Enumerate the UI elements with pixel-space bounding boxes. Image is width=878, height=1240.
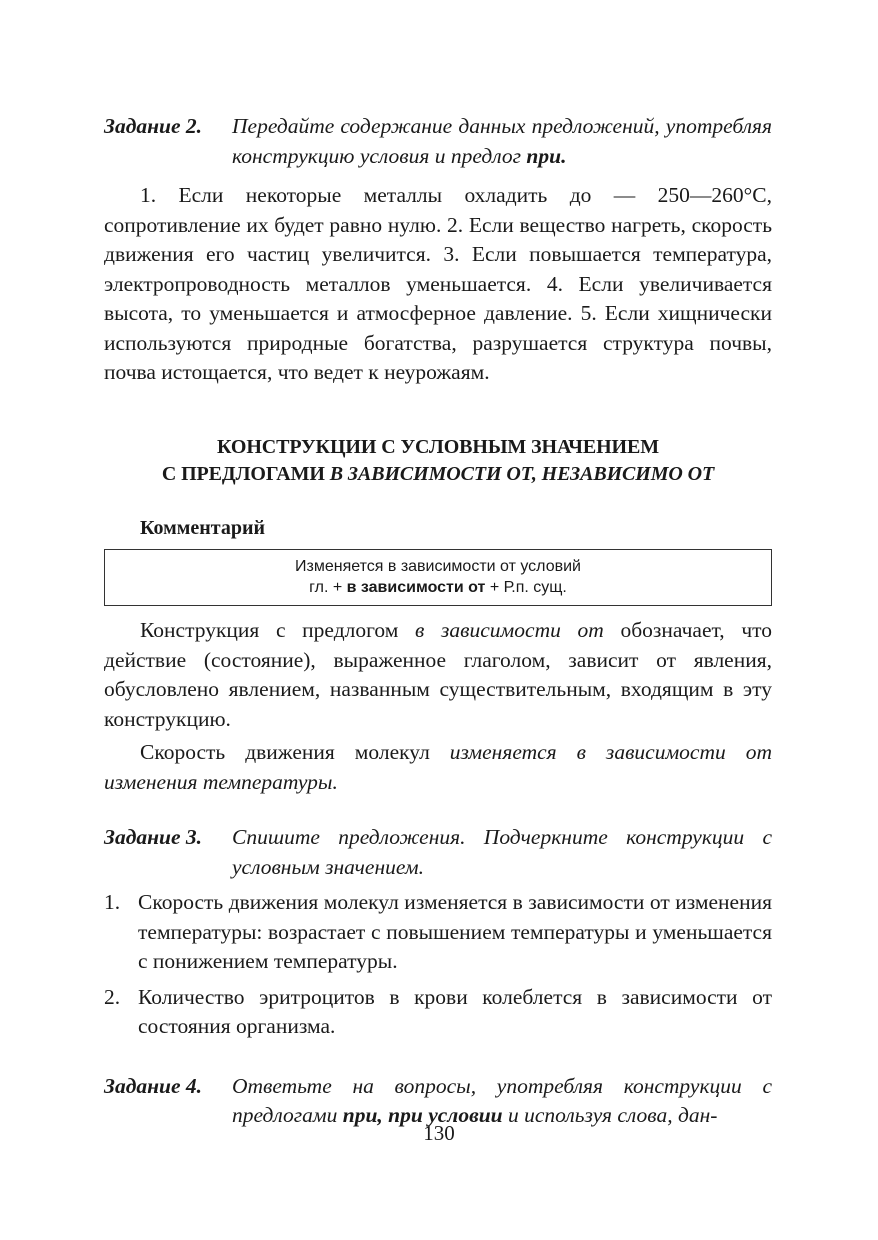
task-4-label: Задание 4. (104, 1073, 203, 1098)
task-2-text (232, 112, 772, 171)
rule-box-line-2-b: в зависимости от (346, 579, 486, 596)
list-item (104, 888, 772, 977)
task-2-text-a: Передайте содержание данных предложений, употребляя конструкцию условия и предлог (232, 114, 772, 168)
paragraph-2-b: в зависимости от (415, 618, 604, 642)
rule-box-line-2 (105, 577, 771, 598)
list-item (104, 983, 772, 1042)
task-2 (104, 112, 772, 171)
rule-box-line-2-c: + Р.п. сущ. (485, 579, 567, 596)
list-item-text: Количество эритроцитов в крови колеблется в зависимости от состояния организма. (138, 984, 772, 1038)
rule-box-line-1: Изменяется в зависимости от условий (295, 558, 581, 575)
paragraph-3-a: Скорость движения молекул (140, 740, 450, 764)
section-heading-line-2-b: В ЗАВИСИМОСТИ ОТ, НЕЗАВИСИМО ОТ (329, 462, 715, 485)
section-heading-line-1: КОНСТРУКЦИИ С УСЛОВНЫМ ЗНАЧЕНИЕМ (216, 435, 660, 458)
list-item-text: Скорость движения молекул изменяется в зависимости от изменения температуры: возрастает с повышением температуры и уменьшается с понижением температуры. (138, 890, 772, 973)
section-heading-line-2 (104, 461, 772, 488)
paragraph-2-c: обозначает, что действие (состояние), выраженное глаголом, зависит от явления, обусловлено явлением, названным существительным, входящим в эту конструкцию. (104, 618, 772, 731)
task-2-label: Задание 2. (104, 114, 203, 138)
paragraph-3 (104, 738, 772, 797)
task-4-text-c: и используя слова, дан- (502, 1103, 718, 1127)
task-4-text-b: при, при условии (342, 1103, 503, 1127)
list-item-number: 1. (104, 890, 121, 914)
section-heading (104, 434, 772, 488)
paragraph-2 (104, 616, 772, 734)
task-2-text-b: при. (526, 143, 567, 168)
task-3-label: Задание 3. (104, 825, 203, 849)
section-heading-line-2-a: С ПРЕДЛОГАМИ (161, 462, 330, 485)
comment-label: Комментарий (140, 516, 266, 539)
task-4-text-a: Ответьте на вопросы, употребляя конструкции с предлогами (232, 1073, 772, 1127)
page-number: 130 (423, 1121, 455, 1145)
rule-box-line-2-a: гл. + (309, 579, 347, 596)
paragraph-1: 1. Если некоторые металлы охладить до — 250—260°С, сопротивление их будет равно нулю. 2. Если вещество нагреть, скорость движения его частиц увеличится. 3. Если повышается температура, электропроводность металлов уменьшается. 4. Если увеличивается высота, то уменьшается и атмосферное давление. 5. Если хищнически используются природные богатства, разрушается структура почвы, почва истощается, что ведет к неурожаям. (104, 183, 772, 384)
page-content (104, 112, 772, 1131)
task-3 (104, 823, 772, 882)
rule-box (104, 549, 772, 606)
paragraph-3-b: изменяется в зависимости от изменения температуры. (104, 740, 772, 794)
task-3-text: Спишите предложения. Подчеркните конструкции с условным значением. (232, 825, 772, 879)
list-item-number: 2. (104, 984, 121, 1009)
paragraph-2-a: Конструкция с предлогом (140, 618, 416, 642)
